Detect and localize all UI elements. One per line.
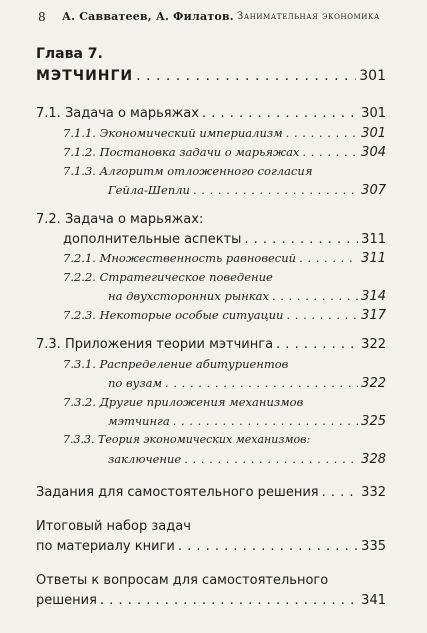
toc-entry-7-1-1 <box>63 126 386 141</box>
toc-entry-7-2 <box>63 232 386 247</box>
dot-leader <box>286 126 359 140</box>
chapter-page: 301 <box>359 68 386 84</box>
entry-page: 304 <box>361 145 386 160</box>
toc-entry-7-2-3 <box>63 308 386 323</box>
toc-entry-7-1 <box>36 106 386 121</box>
entry-page: 301 <box>361 126 386 141</box>
entry-title-line1: Итоговый набор задач <box>36 519 191 534</box>
entry-page: 325 <box>361 414 386 429</box>
dot-leader <box>202 106 358 121</box>
entry-title-line2: решения <box>36 593 97 608</box>
entry-page: 322 <box>361 337 386 352</box>
toc-entry-tasks <box>36 485 386 500</box>
dot-leader <box>272 289 358 303</box>
dot-leader <box>302 145 358 159</box>
toc-entry-final-problems <box>36 539 386 554</box>
entry-page: 307 <box>361 183 386 198</box>
toc-entry-7-3-1 <box>108 376 386 391</box>
dot-leader <box>173 414 358 428</box>
entry-title-line2: Гейла-Шепли <box>108 183 190 197</box>
entry-title-line2: по вузам <box>108 376 163 390</box>
entry-page: 317 <box>361 308 386 323</box>
entry-title-line2: на двухсторонних рынках <box>108 289 269 303</box>
entry-title: 7.1.1. Экономический империализм <box>63 126 283 140</box>
dot-leader <box>184 452 358 466</box>
dot-leader <box>165 376 358 390</box>
toc-entry-7-3-2 <box>108 414 386 429</box>
entry-title-line1: 7.3.3. Теория экономических механизмов: <box>63 433 311 446</box>
entry-title-line1: 7.1.3. Алгоритм отложенного согласия <box>63 164 313 178</box>
entry-page: 322 <box>361 376 386 391</box>
header-book-title: Занимательная экономика <box>237 11 380 22</box>
dot-leader <box>322 485 359 500</box>
dot-leader <box>193 183 358 197</box>
entry-title-line1: 7.2.2. Стратегическое поведение <box>63 270 273 284</box>
toc-entry-answers <box>36 593 386 608</box>
entry-page: 332 <box>361 485 386 500</box>
entry-page: 301 <box>361 106 386 121</box>
running-header <box>0 10 427 28</box>
entry-title-line2: дополнительные аспекты <box>63 232 242 247</box>
dot-leader <box>276 337 358 352</box>
entry-title-line2: мэтчинга <box>108 414 170 428</box>
entry-title-line1: Ответы к вопросам для самостоятельного <box>36 573 329 588</box>
dot-leader <box>299 251 358 265</box>
entry-title: 7.3. Приложения теории мэтчинга <box>36 337 274 352</box>
entry-title: 7.2.1. Множественность равновесий <box>63 251 297 265</box>
entry-title-line1: 7.3.2. Другие приложения механизмов <box>63 395 304 409</box>
entry-title: 7.1. Задача о марьяжах <box>36 106 199 121</box>
entry-title-line1: 7.3.1. Распределение абитуриентов <box>63 357 289 371</box>
dot-leader <box>244 232 358 247</box>
entry-title: 7.1.2. Постановка задачи о марьяжах <box>63 145 300 159</box>
dot-leader <box>100 593 358 608</box>
toc-entry-7-2-2 <box>108 289 386 304</box>
dot-leader <box>178 539 358 554</box>
chapter-title: МЭТЧИНГИ <box>36 68 134 84</box>
toc-entry-7-3 <box>36 337 386 352</box>
toc-entry-7-3-3 <box>108 452 386 467</box>
entry-title: Задания для самостоятельного решения <box>36 485 319 500</box>
toc-entry-7-2-1 <box>63 251 386 266</box>
entry-title-line2: заключение <box>108 452 182 466</box>
dot-leader <box>136 68 356 84</box>
header-authors: А. Савватеев, А. Филатов. <box>62 10 234 23</box>
toc-entry-7-1-2 <box>63 145 386 160</box>
toc-entry-7-1-3 <box>108 183 386 198</box>
entry-title-line1: 7.2. Задача о марьяжах: <box>36 212 204 227</box>
toc-entry-chapter <box>36 68 386 84</box>
chapter-label: Глава 7. <box>36 46 103 62</box>
entry-title-line2: по материалу книги <box>36 539 175 554</box>
entry-page: 341 <box>361 593 386 608</box>
page-number: 8 <box>38 10 46 24</box>
entry-page: 311 <box>361 251 386 266</box>
entry-page: 328 <box>361 452 386 467</box>
entry-page: 335 <box>361 539 386 554</box>
entry-page: 314 <box>361 289 386 304</box>
dot-leader <box>286 308 358 322</box>
entry-title: 7.2.3. Некоторые особые ситуации <box>63 308 284 322</box>
entry-page: 311 <box>361 232 386 247</box>
